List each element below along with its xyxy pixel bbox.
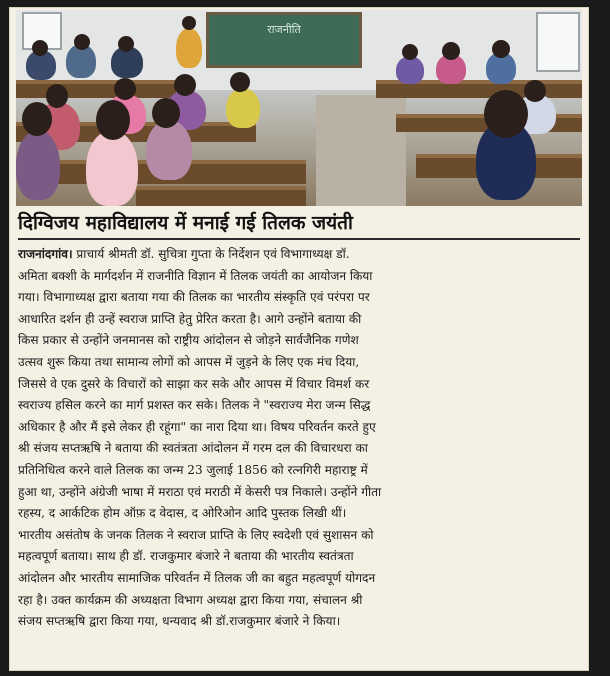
article-line: आंदोलन और भारतीय सामाजिक परिवर्तन में तिलक जी का बहुत महत्वपूर्ण योगदन	[18, 570, 376, 585]
article-line: भारतीय असंतोष के जनक तिलक ने स्वराज प्राप्ति के लिए स्वदेशी एवं सुशासन को	[18, 527, 374, 542]
blackboard-text: राजनीति	[267, 23, 301, 36]
student-head	[114, 78, 136, 100]
bench	[16, 80, 176, 98]
article-line: जिससे वे एक दुसरे के विचारों को साझा कर सके और आपस में विचार विमर्श कर	[18, 376, 370, 391]
student-head	[230, 72, 250, 92]
bench	[136, 186, 306, 206]
article-line: श्री संजय सप्तऋषि ने बताया की स्वतंत्रता आंदोलन में गरम दल की विचारधरा का	[18, 441, 368, 456]
article-line-text: प्राचार्य श्रीमती डॉ. सुचित्रा गुप्ता के निर्देशन एवं विभागाध्यक्ष डॉ.	[72, 247, 350, 261]
student-head	[152, 98, 180, 128]
teacher-figure	[176, 28, 202, 68]
student-head	[524, 80, 546, 102]
teacher-head	[182, 16, 196, 30]
student-head	[96, 100, 130, 140]
student-figure	[226, 88, 260, 128]
dateline: राजनांदगांव।	[18, 247, 73, 261]
article-line: अमिता बक्शी के मार्गदर्शन में राजनीति विज्ञान में तिलक जयंती का आयोजन किया	[18, 268, 373, 283]
student-head	[174, 74, 196, 96]
article-line: हुआ था, उन्होंने अंग्रेजी भाषा में मराठा एवं मराठी में केसरी पत्र निकाले। उन्होंने गीता	[18, 484, 382, 499]
student-figure	[86, 130, 138, 206]
student-head	[492, 40, 510, 58]
article-line: उत्सव शुरू किया तथा सामान्य लोगों को आपस में जुड़ने के लिए एक मंच दिया,	[18, 354, 360, 369]
student-head	[484, 90, 528, 138]
classroom-aisle	[316, 95, 406, 206]
article-line: आधारित दर्शन ही उन्हें स्वराज प्राप्ति हेतु प्रेरित करता है। आगे उन्होंने बताया की	[18, 311, 362, 326]
article-line: अधिकार है और मैं इसे लेकर ही रहूंगा" का नारा दिया था। विषय परिवर्तन करते हुए	[18, 419, 376, 434]
article-line: महत्वपूर्ण बताया। साथ ही डॉ. राजकुमार बंजारे ने बताया की भारतीय स्वतंत्रता	[18, 549, 354, 564]
article-line	[18, 244, 580, 266]
blackboard	[206, 12, 362, 68]
student-head	[74, 34, 90, 50]
article-line: प्रतिनिधित्व करने वाले तिलक का जन्म 23 जुलाई 1856 को रत्नगिरी महाराष्ट्र में	[18, 462, 368, 477]
article-line: रहा है। उक्त कार्यक्रम की अध्यक्षता विभाग अध्यक्ष द्वारा किया गया, संचालन श्री	[18, 592, 363, 607]
article-line: स्वराज्य हसिल करने का मार्ग प्रशस्त कर सके। तिलक ने "स्वराज्य मेरा जन्म सिद्ध	[18, 398, 371, 413]
article-line: किस प्रकार से उन्होंने जनमानस को राष्ट्रीय आंदोलन से जोड़ने सार्वजैनिक गणेश	[18, 333, 359, 348]
student-head	[442, 42, 460, 60]
newspaper-clipping	[10, 8, 588, 670]
student-head	[402, 44, 418, 60]
article-body	[18, 244, 580, 633]
classroom-photo	[16, 10, 582, 206]
article-line: रहस्य, द आर्कटिक होम ऑफ़ द वेदास, द ओरिओन आदि पुस्तक लिखी थीं।	[18, 506, 347, 521]
student-figure	[146, 120, 192, 180]
window-right	[536, 12, 580, 72]
student-head	[22, 102, 52, 136]
article-line: संजय सप्तऋषि द्वारा किया गया, धन्यवाद श्री डॉ.राजकुमार बंजारे ने किया।	[18, 614, 341, 629]
student-head	[32, 40, 48, 56]
article-line: गया। विभागाध्यक्ष द्वारा बताया गया की तिलक का भारतीय संस्कृति एवं परंपरा पर	[18, 290, 370, 305]
student-figure	[16, 130, 60, 200]
student-head	[46, 84, 68, 108]
student-figure	[396, 56, 424, 84]
student-head	[118, 36, 134, 52]
article-headline: दिग्विजय महाविद्यालय में मनाई गई तिलक जयंती	[18, 208, 580, 240]
